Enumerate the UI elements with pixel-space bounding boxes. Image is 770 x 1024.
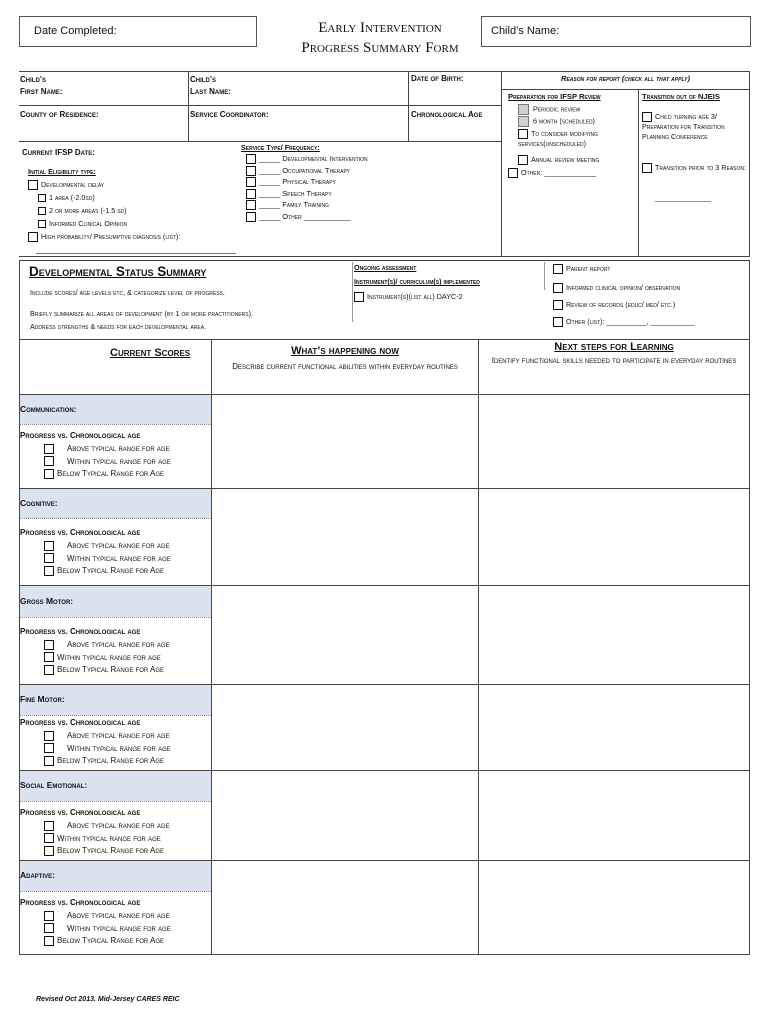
progress-options[interactable]: Above typical range for age Within typical range for age Below Typical Range for Age <box>44 730 171 768</box>
progress-options[interactable]: Above typical range for age Within typical range for age Below Typical Range for Age <box>44 639 170 677</box>
checkbox[interactable] <box>246 166 256 176</box>
coordinator-label: Service Coordinator: <box>190 110 269 119</box>
checkbox[interactable] <box>354 292 364 302</box>
form-title-line1: Early Intervention <box>318 20 442 36</box>
checkbox[interactable] <box>44 731 54 741</box>
eligibility-section <box>28 167 96 177</box>
childs-name-label: Child’s Name: <box>491 25 560 37</box>
checkbox[interactable] <box>246 200 256 210</box>
parent-report-item[interactable]: Parent report <box>553 264 610 274</box>
dss-line3: Address strengths & needs for each developmental area. <box>30 322 207 331</box>
col-whats-happening: What’s happening now <box>291 345 399 357</box>
dss-line2: Briefly summarize all areas of development (by 1 or more practitioners). <box>30 309 253 318</box>
eligibility-item[interactable]: Developmental delay <box>28 180 104 190</box>
checkbox[interactable] <box>38 207 46 215</box>
col-next-steps: Next steps for Learning <box>554 341 674 353</box>
checkbox[interactable] <box>553 264 563 274</box>
clinical-item[interactable]: Informed clinical opinion/ observation <box>553 283 680 293</box>
ongoing-title: Ongoing assessment <box>354 263 417 272</box>
eligibility-title: Initial Eligibility type: <box>28 167 96 176</box>
checkbox[interactable] <box>28 232 38 242</box>
checkbox[interactable] <box>642 112 652 122</box>
records-item[interactable]: Review of records (educ/ med/ etc.) <box>553 300 675 310</box>
progress-label: Progress vs. Chronological age <box>20 898 141 907</box>
transition-title: Transition out of NJEIS <box>642 92 720 101</box>
col-current-scores: Current Scores <box>110 347 191 359</box>
other-list-item[interactable]: Other (list): __________, ___________ <box>553 317 694 327</box>
reason-title: Reason for report (check all that apply) <box>560 74 691 83</box>
checkbox[interactable] <box>44 566 54 576</box>
checkbox[interactable] <box>44 469 54 479</box>
instrument-list[interactable]: Instrument(s)(list all) DAYC-2 <box>354 292 463 302</box>
checkbox[interactable] <box>44 553 54 563</box>
row-label: Fine Motor: <box>20 694 65 704</box>
progress-options[interactable]: Above typical range for age Within typical range for age Below Typical Range for Age <box>44 820 170 858</box>
checkbox[interactable] <box>553 300 563 310</box>
checkbox[interactable] <box>246 212 256 222</box>
checkbox[interactable] <box>44 911 54 921</box>
checkbox[interactable] <box>44 833 54 843</box>
checkbox[interactable] <box>553 317 563 327</box>
progress-label: Progress vs. Chronological age <box>20 431 141 440</box>
ifsp-date-label: Current IFSP Date: <box>22 148 95 157</box>
row-label: Cognitive: <box>20 498 58 508</box>
checkbox[interactable] <box>642 163 652 173</box>
progress-label: Progress vs. Chronological age <box>20 528 141 537</box>
checkbox[interactable] <box>246 177 256 187</box>
form-title-line2: Progress Summary Form <box>301 40 459 56</box>
prep-item[interactable]: 6 month (scheduled) <box>518 116 595 127</box>
footer-revision: Revised Oct 2013. Mid-Jersey CARES REIC <box>36 996 180 1003</box>
service-title: Service Type/ Frequency: <box>241 143 320 152</box>
checkbox[interactable] <box>246 154 256 164</box>
checkbox[interactable] <box>44 665 54 675</box>
transition-blank: ______________ <box>655 193 711 202</box>
checkbox[interactable] <box>44 846 54 856</box>
progress-label: Progress vs. Chronological age <box>20 627 141 636</box>
progress-options[interactable]: Above typical range for age Within typical range for age Below Typical Range for Age <box>44 540 171 578</box>
form-title <box>280 18 480 58</box>
chron-age-label: Chronological Age <box>411 110 483 119</box>
eligibility-item[interactable]: 1 area (-2.0sd) <box>38 193 95 203</box>
row-label: Adaptive: <box>20 870 55 880</box>
last-name-label: Child’s Last Name: <box>190 75 231 96</box>
checkbox[interactable] <box>508 168 518 178</box>
checkbox[interactable] <box>44 456 54 466</box>
col-whats-happening-sub: Describe current functional abilities within everyday routines <box>232 362 458 371</box>
checkbox[interactable] <box>44 444 54 454</box>
progress-options[interactable]: Above typical range for age Within typical range for age Below Typical Range for Age <box>44 443 171 481</box>
checkbox[interactable] <box>44 652 54 662</box>
progress-label: Progress vs. Chronological age <box>20 808 141 817</box>
checkbox[interactable] <box>44 936 54 946</box>
childs-name-field[interactable] <box>481 16 751 47</box>
row-label: Communication: <box>20 404 77 414</box>
checkbox[interactable] <box>44 923 54 933</box>
prep-item[interactable]: Other: _____________ <box>508 168 596 178</box>
row-label: Gross Motor: <box>20 596 74 606</box>
checkbox[interactable] <box>38 220 46 228</box>
checkbox[interactable] <box>518 116 529 127</box>
date-completed-label: Date Completed: <box>34 25 117 37</box>
progress-label: Progress vs. Chronological age <box>20 718 141 727</box>
checkbox[interactable] <box>44 743 54 753</box>
checkbox[interactable] <box>44 541 54 551</box>
prep-item[interactable]: To consider modifying services(unscheduled) <box>518 129 598 149</box>
checkbox[interactable] <box>28 180 38 190</box>
checkbox[interactable] <box>518 155 528 165</box>
eligibility-item[interactable]: 2 or more areas (-1.5 sd) <box>38 206 127 216</box>
checkbox[interactable] <box>44 821 54 831</box>
dss-title: Developmental Status Summary <box>29 264 207 279</box>
transition-item[interactable]: Transition prior to 3 Reason: <box>642 163 748 173</box>
eligibility-item[interactable]: High probability/ Presumptive diagnosis (list): <box>28 232 180 242</box>
prep-item[interactable]: Periodic review <box>518 104 580 115</box>
row-label: Social Emotional: <box>20 780 88 790</box>
date-completed-field[interactable] <box>19 16 257 47</box>
instrument-impl: Instrument(s)/ curriculum(s) implemented <box>354 277 480 286</box>
prep-item[interactable]: Annual review meeting <box>518 155 599 165</box>
transition-item[interactable]: Child turning age 3/ Preparation for Transition Planning Conference <box>642 112 725 142</box>
eligibility-item[interactable]: Informed Clinical Opinion <box>38 219 127 229</box>
service-item[interactable]: _____ Developmental Intervention _____ Occupational Therapy _____ Physical Therapy _____ Speech Therapy _____ Family Training _____ Other ___________ <box>246 153 368 223</box>
checkbox[interactable] <box>246 189 256 199</box>
checkbox[interactable] <box>553 283 563 293</box>
checkbox[interactable] <box>44 756 54 766</box>
dss-line1: Include scores/ age levels etc, & categorize level of progress. <box>30 288 225 297</box>
dob-label: Date of Birth: <box>411 74 464 83</box>
first-name-label: Child’s First Name: <box>20 75 63 96</box>
checkbox[interactable] <box>518 104 529 115</box>
checkbox[interactable] <box>518 129 528 139</box>
prep-title: Preparation for IFSP Review <box>508 92 601 101</box>
county-label: County of Residence: <box>20 110 99 119</box>
progress-options[interactable]: Above typical range for age Within typical range for age Below Typical Range for Age <box>44 910 171 948</box>
checkbox[interactable] <box>44 640 54 650</box>
checkbox[interactable] <box>38 194 46 202</box>
col-next-steps-sub: Identify functional skills needed to participate in everyday routines <box>491 356 737 365</box>
